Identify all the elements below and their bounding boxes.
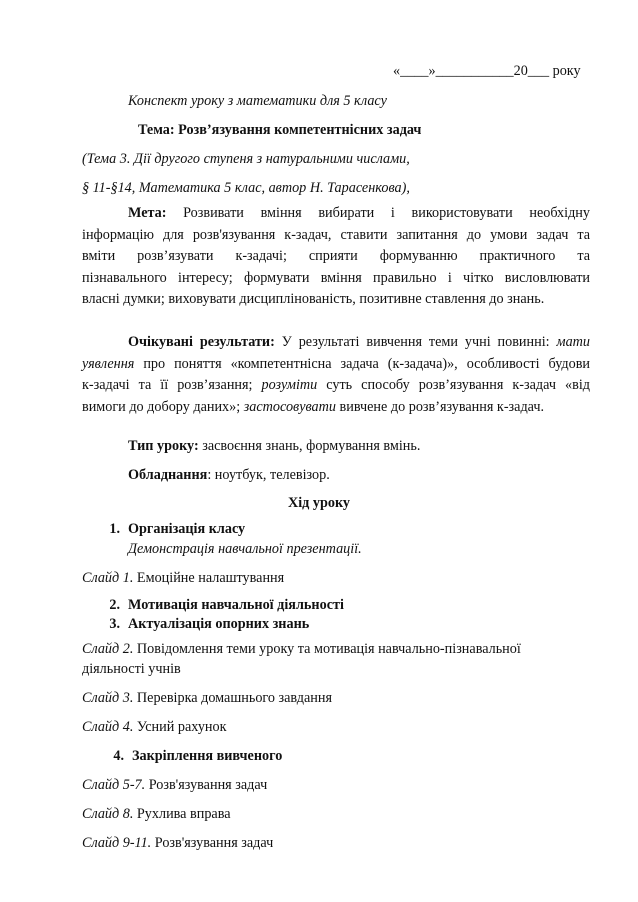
slide-5-7: Слайд 5-7. Розв'язування задач bbox=[82, 777, 268, 793]
slide-9-11: Слайд 9-11. Розв'язування задач bbox=[82, 835, 274, 851]
course-item-1: 1. Організація класу bbox=[109, 521, 246, 537]
lesson-theme: Тема: Розв’язування компетентнісних задач bbox=[138, 122, 422, 138]
slide-8: Слайд 8. Рухлива вправа bbox=[82, 806, 231, 822]
goal-label: Мета: bbox=[128, 205, 167, 221]
course-heading: Хід уроку bbox=[287, 495, 351, 511]
course-item-3: 3. Актуалізація опорних знань bbox=[109, 616, 310, 632]
results-label: Очікувані результати: bbox=[128, 334, 275, 350]
lesson-subtitle: Конспект уроку з математики для 5 класу bbox=[128, 93, 387, 109]
goal-paragraph: Мета: Розвивати вміння вибирати і використовувати необхідну інформацію для розв'язування к-задач, ставити запитання до умови задач та вміти розв’язувати к-задачі; сприяти формуванню практичного та пізнавального інтересу; формувати вміння правильно і чітко висловлювати власні думки; виховувати дисциплінованість, позитивне ставлення до знань. bbox=[82, 205, 590, 308]
equipment: Обладнання: ноутбук, телевізор. bbox=[128, 467, 330, 483]
results-paragraph: Очікувані результати: У результаті вивчення теми учні повинні: мати уявлення про поняття «компетентнісна задача (к-задача)», особливості будови к-задачі та її розв’язання; розуміти суть способу розв’язування к-задач «від вимоги до добору даних»; застосовувати вивчене до розв’язування к-задач. bbox=[82, 334, 591, 415]
slide-2-continued: діяльності учнів bbox=[82, 661, 181, 677]
presentation-note: Демонстрація навчальної презентації. bbox=[128, 541, 362, 557]
course-item-4: 4. Закріплення вивченого bbox=[113, 748, 283, 764]
slide-1: Слайд 1. Емоційне налаштування bbox=[82, 570, 285, 586]
lesson-type: Тип уроку: засвоєння знань, формування вмінь. bbox=[128, 438, 421, 454]
slide-4: Слайд 4. Усний рахунок bbox=[82, 719, 227, 735]
date-line: «____»___________20___ року bbox=[393, 63, 581, 79]
slide-2: Слайд 2. Повідомлення теми уроку та мотивація навчально-пізнавальної bbox=[82, 641, 521, 657]
course-item-2: 2. Мотивація навчальної діяльності bbox=[109, 597, 344, 613]
slide-3: Слайд 3. Перевірка домашнього завдання bbox=[82, 690, 332, 706]
theme-reference-line-1: (Тема 3. Дії другого ступеня з натуральними числами, bbox=[82, 151, 410, 167]
theme-reference-line-2: § 11-§14, Математика 5 клас, автор Н. Тарасенкова), bbox=[82, 180, 410, 196]
